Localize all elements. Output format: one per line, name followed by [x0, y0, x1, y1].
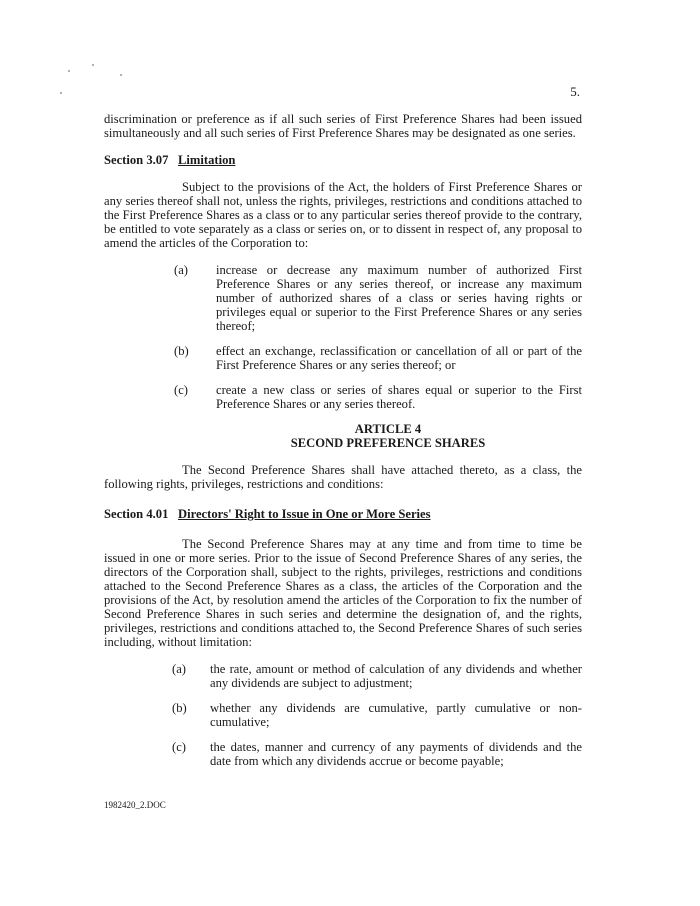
- list-item: [174, 263, 582, 333]
- list-marker: (c): [174, 383, 188, 397]
- list-item-text: effect an exchange, reclassification or cancellation of all or part of the First Preference Shares or any series thereof; or: [216, 344, 582, 372]
- list-item-text: whether any dividends are cumulative, partly cumulative or non-cumulative;: [210, 701, 582, 729]
- section-3-07-intro: Subject to the provisions of the Act, the holders of First Preference Shares or any series thereof shall not, unless the rights, privileges, restrictions and conditions attached to the First Preference Shares as a class or to any particular series thereof provide to the contrary, be entitled to vote separately as a class or series on, or to dissent in respect of, any proposal to amend the articles of the Corporation to:: [104, 180, 582, 250]
- list-item-text: the dates, manner and currency of any payments of dividends and the date from which any dividends accrue or become payable;: [210, 740, 582, 768]
- list-item: [174, 383, 582, 411]
- scan-speck: [60, 92, 62, 94]
- scan-speck: [68, 70, 70, 72]
- continuation-paragraph: discrimination or preference as if all such series of First Preference Shares had been issued simultaneously and all such series of First Preference Shares may be designated as one series.: [104, 112, 582, 140]
- list-marker: (a): [172, 662, 186, 676]
- list-marker: (c): [172, 740, 186, 754]
- section-number: Section 4.01: [104, 507, 169, 521]
- scan-speck: [120, 74, 122, 76]
- list-item-text: the rate, amount or method of calculation of any dividends and whether any dividends are subject to adjustment;: [210, 662, 582, 690]
- section-3-07-heading: [104, 153, 582, 167]
- document-body: [104, 112, 582, 779]
- document-footer: 1982420_2.DOC: [104, 800, 166, 810]
- list-item-text: increase or decrease any maximum number of authorized First Preference Shares or any series thereof, or increase any maximum number of authorized shares of a class or series having rights or privileges equal or superior to the First Preference Shares or any series thereof;: [216, 263, 582, 333]
- section-title: Limitation: [178, 153, 236, 167]
- list-item: [172, 701, 582, 729]
- list-marker: (b): [174, 344, 189, 358]
- scan-speck: [92, 64, 94, 66]
- article-title: ARTICLE 4: [354, 422, 422, 436]
- list-marker: (a): [174, 263, 188, 277]
- section-title: Directors' Right to Issue in One or More Series: [178, 507, 431, 521]
- list-marker: (b): [172, 701, 187, 715]
- list-item: [174, 344, 582, 372]
- section-4-01-heading: [104, 507, 582, 521]
- article-4-intro: The Second Preference Shares shall have attached thereto, as a class, the following rights, privileges, restrictions and conditions:: [104, 463, 582, 491]
- section-number: Section 3.07: [104, 153, 169, 167]
- list-item: [172, 662, 582, 690]
- article-subtitle: SECOND PREFERENCE SHARES: [290, 436, 486, 450]
- section-4-01-intro: The Second Preference Shares may at any time and from time to time be issued in one or more series. Prior to the issue of Second Preference Shares of any series, the directors of the Corporation shall, subject to the rights, privileges, restrictions and conditions attached to the Second Preference Shares as a class, the articles of the Corporation and the provisions of the Act, by resolution amend the articles of the Corporation to fix the number of Second Preference Shares in such series and determine the designation of, and the rights, privileges, restrictions and conditions attached to, the Second Preference Shares of such series including, without limitation:: [104, 537, 582, 649]
- list-item-text: create a new class or series of shares equal or superior to the First Preference Shares or any series thereof.: [216, 383, 582, 411]
- list-item: [172, 740, 582, 768]
- page-number: 5.: [570, 84, 580, 99]
